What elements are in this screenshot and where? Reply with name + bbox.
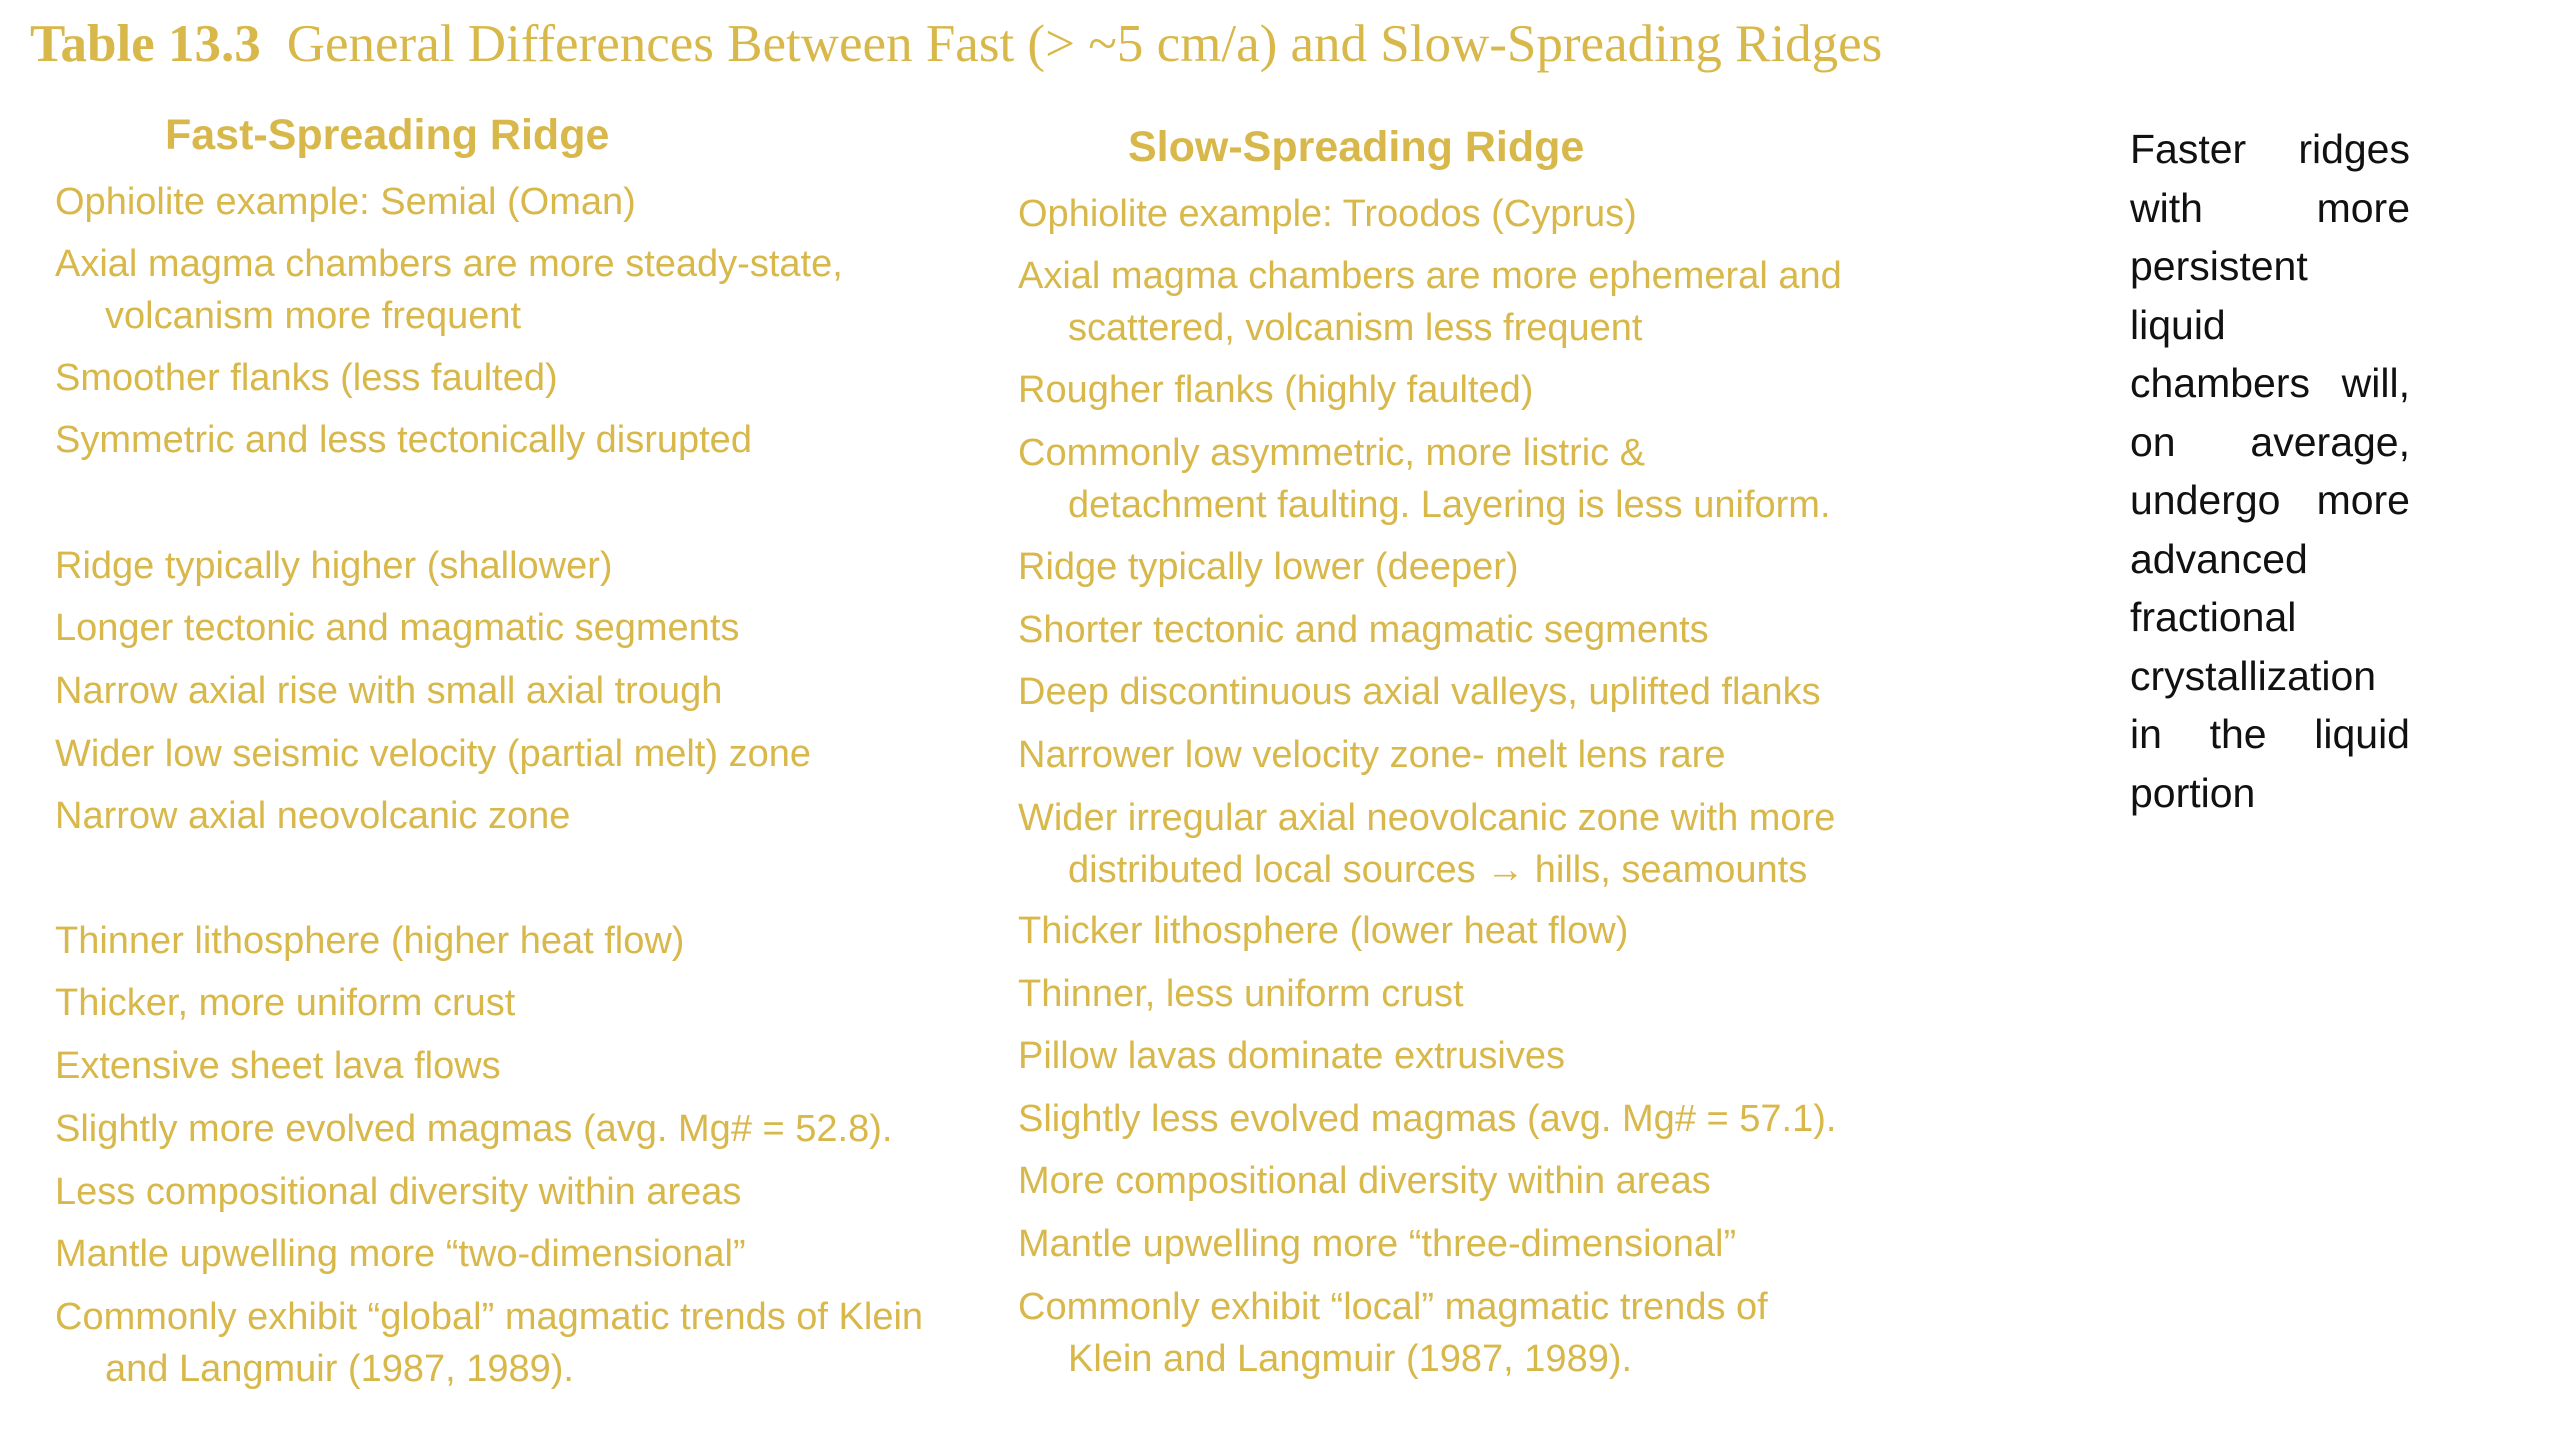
table-number: Table 13.3 xyxy=(30,15,261,73)
list-item: Commonly asymmetric, more listric & detachment faulting. Layering is less uniform. xyxy=(1018,432,1831,526)
list-item: Slightly more evolved magmas (avg. Mg# = 52.8). xyxy=(55,1108,893,1150)
side-note: Faster ridges with more persistent liquid chambers will, on average, undergo more advanced fractional crystallization in the liquid portion xyxy=(2130,126,2410,816)
list-item: Pillow lavas dominate extrusives xyxy=(1018,1035,1566,1077)
list-item: Ophiolite example: Semial (Oman) xyxy=(55,181,636,223)
list-item: Ridge typically lower (deeper) xyxy=(1018,546,1519,588)
list-item: Longer tectonic and magmatic segments xyxy=(55,607,740,649)
page-title xyxy=(30,12,1882,76)
list-item: Symmetric and less tectonically disrupted xyxy=(55,419,752,461)
list-item: Thicker, more uniform crust xyxy=(55,982,516,1024)
list-item: Commonly exhibit “global” magmatic trends of Klein and Langmuir (1987, 1989). xyxy=(55,1296,924,1390)
list-item: Deep discontinuous axial valleys, uplifted flanks xyxy=(1018,671,1821,713)
list-item: Narrow axial rise with small axial trough xyxy=(55,670,723,712)
list-item: More compositional diversity within areas xyxy=(1018,1160,1711,1202)
fast-heading: Fast-Spreading Ridge xyxy=(165,111,610,159)
list-item: Commonly exhibit “local” magmatic trends of Klein and Langmuir (1987, 1989). xyxy=(1018,1286,1768,1380)
list-item: Less compositional diversity within areas xyxy=(55,1171,742,1213)
list-item: Ophiolite example: Troodos (Cyprus) xyxy=(1018,193,1637,235)
list-item: Axial magma chambers are more steady-state, volcanism more frequent xyxy=(55,243,843,337)
list-item: Thinner, less uniform crust xyxy=(1018,973,1464,1015)
list-item: Axial magma chambers are more ephemeral and scattered, volcanism less frequent xyxy=(1018,255,1842,349)
list-item: Ridge typically higher (shallower) xyxy=(55,545,613,587)
list-item: Shorter tectonic and magmatic segments xyxy=(1018,609,1709,651)
title-text: General Differences Between Fast (> ~5 cm/a) and Slow-Spreading Ridges xyxy=(286,15,1883,73)
list-item: Narrower low velocity zone- melt lens rare xyxy=(1018,734,1726,776)
list-item: Smoother flanks (less faulted) xyxy=(55,357,558,399)
list-item: Mantle upwelling more “three-dimensional” xyxy=(1018,1223,1737,1265)
list-item: Slightly less evolved magmas (avg. Mg# = 57.1). xyxy=(1018,1098,1837,1140)
list-item: Thicker lithosphere (lower heat flow) xyxy=(1018,910,1629,952)
list-item: Rougher flanks (highly faulted) xyxy=(1018,369,1534,411)
list-item: Thinner lithosphere (higher heat flow) xyxy=(55,920,685,962)
slow-heading: Slow-Spreading Ridge xyxy=(1128,123,1585,171)
list-item: Wider irregular axial neovolcanic zone with more distributed local sources → hills, seamounts xyxy=(1018,797,1836,891)
list-item: Narrow axial neovolcanic zone xyxy=(55,795,571,837)
list-item: Mantle upwelling more “two-dimensional” xyxy=(55,1233,746,1275)
list-item: Wider low seismic velocity (partial melt) zone xyxy=(55,733,811,775)
list-item: Extensive sheet lava flows xyxy=(55,1045,501,1087)
